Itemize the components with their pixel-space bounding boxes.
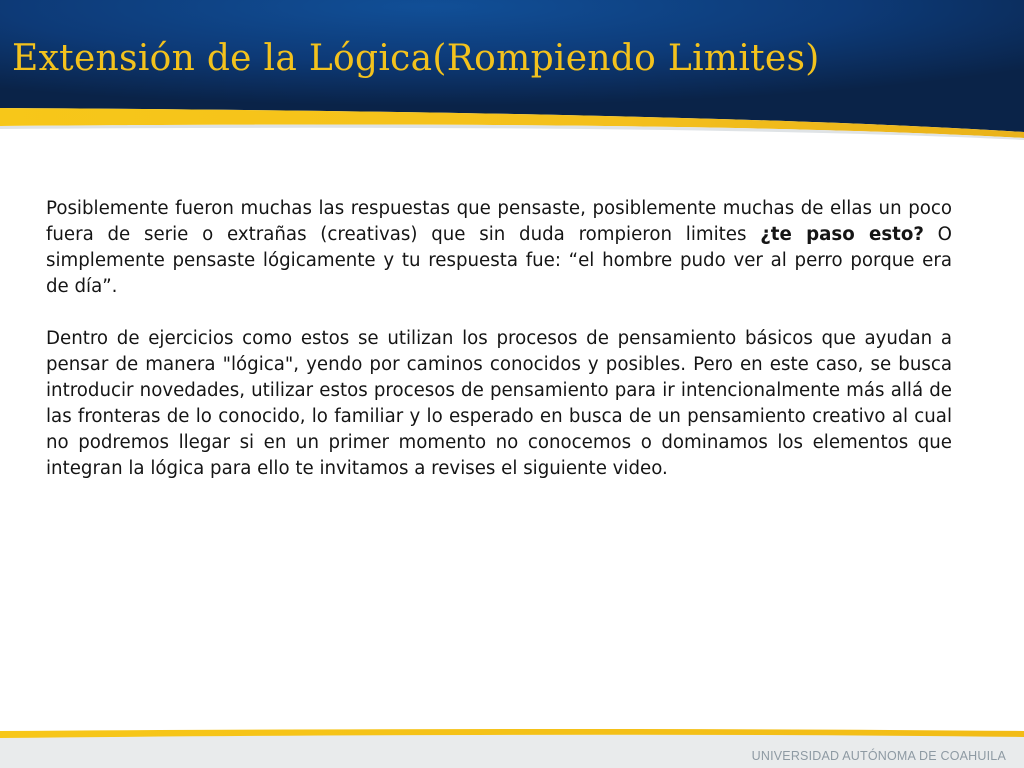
question-highlight: ¿te paso esto? xyxy=(760,224,924,245)
paragraph-intro-ending: O simplemente pensaste lógicamente y tu respuesta fue: “el hombre pudo ver al perro porque era de día”. xyxy=(46,224,952,297)
paragraph-intro-text: Posiblemente fueron muchas las respuestas que pensaste, posiblemente muchas de ellas un poco fuera de serie o extrañas (creativas) que sin duda rompieron limites xyxy=(46,198,952,245)
paragraph-explanation: Dentro de ejercicios como estos se utilizan los procesos de pensamiento básicos que ayudan a pensar de manera "lógica", yendo por caminos conocidos y posibles. Pero en este caso, se busca introducir novedades, utilizar estos procesos de pensamiento para ir intencionalmente más allá de las fronteras de lo conocido, lo familiar y lo esperado en busca de un pensamiento creativo al cual no podremos llegar si en un primer momento no conocemos o dominamos los elementos que integran la lógica para ello te invitamos a revises el siguiente video. xyxy=(46,328,952,479)
slide-body xyxy=(46,196,952,508)
slide-header xyxy=(0,0,1024,140)
paragraph-intro xyxy=(46,196,952,300)
university-name: UNIVERSIDAD AUTÓNOMA DE COAHUILA xyxy=(751,749,1006,763)
page-title: Extensión de la Lógica(Rompiendo Limites) xyxy=(12,38,820,79)
